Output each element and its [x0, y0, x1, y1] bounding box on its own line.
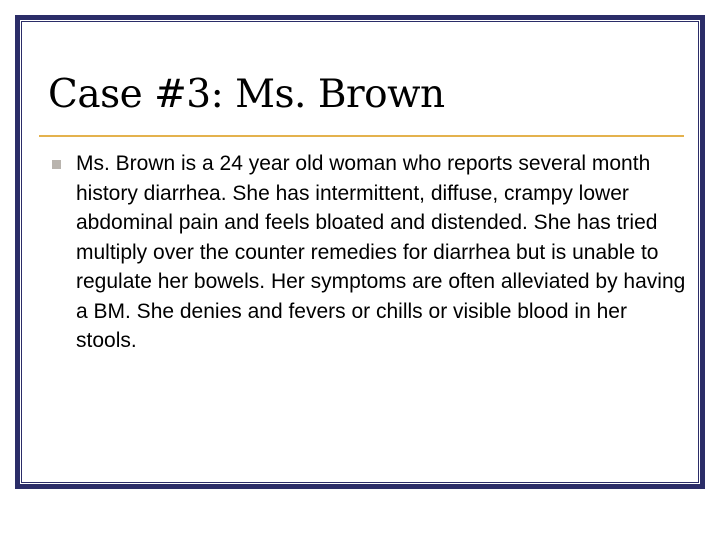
- slide-title: Case #3: Ms. Brown: [48, 72, 445, 117]
- title-divider: [39, 135, 684, 137]
- square-bullet-icon: [52, 160, 61, 169]
- bullet-text: Ms. Brown is a 24 year old woman who reports several month history diarrhea. She has intermittent, diffuse, crampy lower abdominal pain and feels bloated and distended. She has tried multiply over the counter remedies for diarrhea but is unable to regulate her bowels. Her symptoms are often alleviated by having a BM. She denies and fevers or chills or visible blood in her stools.: [76, 152, 686, 352]
